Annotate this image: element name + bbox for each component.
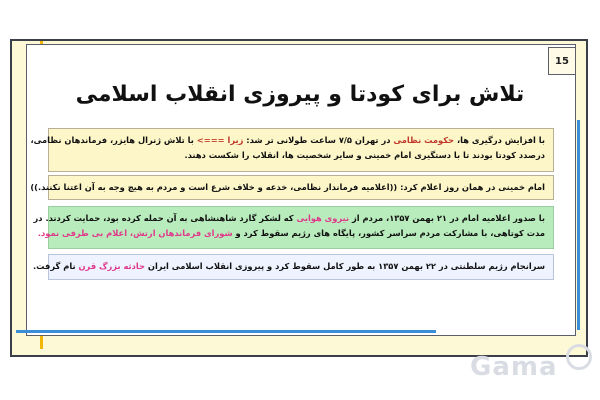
right-accent-line: [577, 120, 580, 330]
highlight-event-of-century: حادثه بزرگ قرن: [78, 261, 145, 271]
box2-text: امام خمینی در همان روز اعلام کرد: ((اعلامیه فرماندار نظامی، خدعه و خلاف شرع است و مردم به هیچ وجه به آن اعتنا نکنند.)): [30, 182, 545, 192]
highlight-army-council: شورای فرماندهان ارتش، اعلام بی طرفی نمود.: [37, 228, 233, 238]
watermark-logo: Gama: [470, 352, 558, 382]
content-box-victory: [33, 254, 554, 280]
highlight-air-force: نیروی هوایی: [296, 213, 350, 223]
box4-text: سرانجام رژیم سلطنتی در ۲۲ بهمن ۱۳۵۷ به طور کامل سقوط کرد و پیروزی انقلاب اسلامی ایران حادثه بزرگ قرن نام گرفت.: [33, 261, 545, 271]
slide-title: تلاش برای کودتا و پیروزی انقلاب اسلامی: [75, 82, 525, 107]
slide-number: 15: [548, 47, 576, 75]
bottom-accent-line: [16, 330, 436, 333]
box1-line2: درصدد کودتا بودند تا با دستگیری امام خمینی و سایر شخصیت ها، انقلاب را شکست دهند.: [184, 150, 545, 160]
content-box-air-force-support: [33, 206, 554, 249]
highlight-because: زیرا ===>: [196, 135, 244, 145]
content-box-coup-attempt: [30, 128, 554, 172]
content-box-imam-declaration: [30, 175, 554, 200]
box1-line1: با افزایش درگیری ها، حکومت نظامی در تهران ۷/۵ ساعت طولانی تر شد: زیرا ===> با تلاش ژنرال هایزر، فرماندهان نظامی،: [30, 135, 545, 145]
highlight-martial-law: حکومت نظامی: [393, 135, 455, 145]
watermark-logo-icon: [566, 344, 592, 370]
box3-line2: مدت کوتاهی، با مشارکت مردم سراسر کشور، پایگاه های رژیم سقوط کرد و شورای فرماندهان ارتش، اعلام بی طرفی نمود.: [37, 228, 545, 238]
box3-line1: با صدور اعلامیه امام در ۲۱ بهمن ۱۳۵۷، مردم از نیروی هوایی که لشکر گارد شاهنشاهی به آن حمله کرده بود، حمایت کردند. در: [33, 213, 545, 223]
